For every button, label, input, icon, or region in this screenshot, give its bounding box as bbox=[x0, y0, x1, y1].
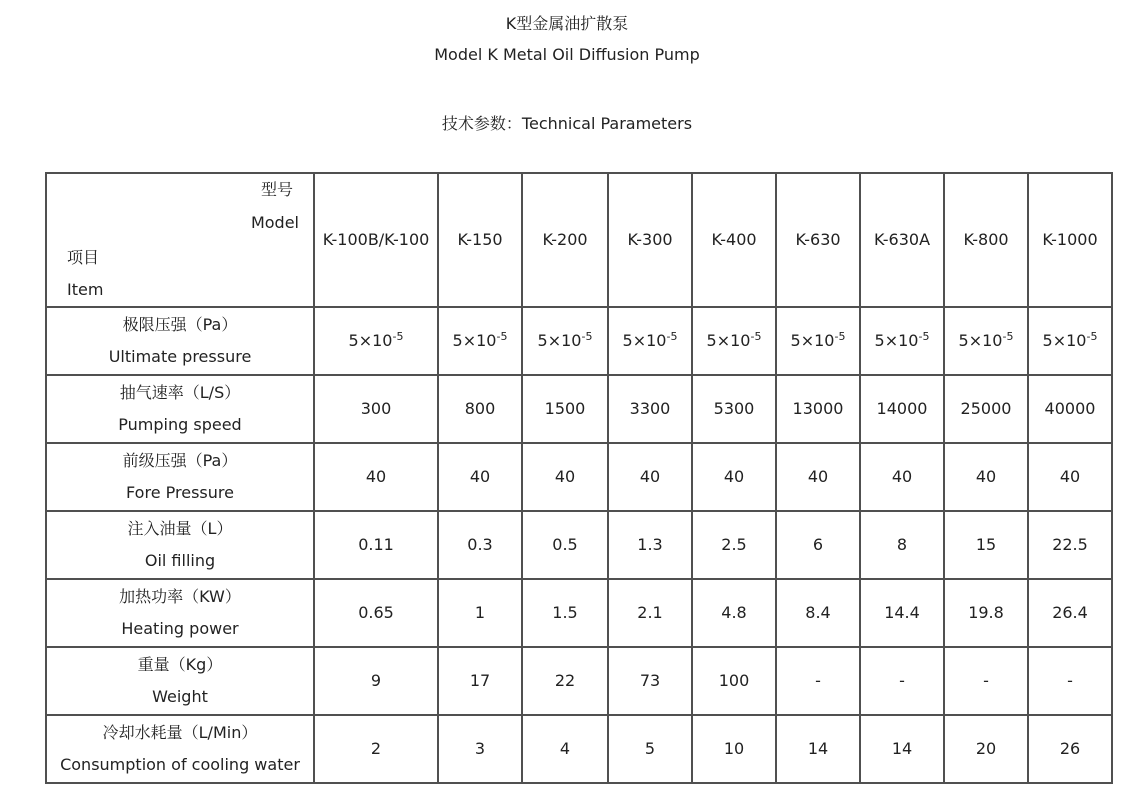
value-exponent: -5 bbox=[496, 330, 508, 343]
value-cell bbox=[692, 307, 776, 375]
table-header-row bbox=[46, 173, 1112, 307]
row-label-cell bbox=[46, 443, 314, 511]
value-cell: 25000 bbox=[944, 375, 1028, 443]
value-cell bbox=[776, 307, 860, 375]
value-cell: 26.4 bbox=[1028, 579, 1112, 647]
row-label-cn: 极限压强（Pa） bbox=[122, 315, 238, 334]
row-label-cell bbox=[46, 307, 314, 375]
value-cell: 1.5 bbox=[522, 579, 608, 647]
value-cell: 0.5 bbox=[522, 511, 608, 579]
value-cell: 14 bbox=[776, 715, 860, 783]
row-label-en: Heating power bbox=[121, 619, 239, 638]
value-cell: 5300 bbox=[692, 375, 776, 443]
row-label-cn: 前级压强（Pa） bbox=[122, 451, 238, 470]
value-cell: 6 bbox=[776, 511, 860, 579]
value-cell: 26 bbox=[1028, 715, 1112, 783]
value-exponent: -5 bbox=[834, 330, 846, 343]
value-cell: 40000 bbox=[1028, 375, 1112, 443]
row-label-cn: 重量（Kg） bbox=[137, 655, 223, 674]
value-cell: 19.8 bbox=[944, 579, 1028, 647]
table-row bbox=[46, 511, 1112, 579]
table-row bbox=[46, 375, 1112, 443]
value-base: 5×10 bbox=[1042, 331, 1087, 350]
model-header-cell: K-630 bbox=[776, 173, 860, 307]
value-cell: 40 bbox=[860, 443, 944, 511]
value-cell: 40 bbox=[944, 443, 1028, 511]
row-label-cn: 加热功率（KW） bbox=[119, 587, 241, 606]
value-base: 5×10 bbox=[452, 331, 497, 350]
page-title-cn: K型金属油扩散泵 bbox=[505, 14, 629, 33]
value-base: 5×10 bbox=[706, 331, 751, 350]
value-cell: 5 bbox=[608, 715, 692, 783]
value-cell bbox=[522, 307, 608, 375]
model-label-cn: 型号 bbox=[260, 180, 293, 199]
value-cell: 10 bbox=[692, 715, 776, 783]
value-exponent: -5 bbox=[392, 330, 404, 343]
row-label-cn: 注入油量（L） bbox=[127, 519, 233, 538]
value-cell bbox=[438, 307, 522, 375]
value-cell: 4.8 bbox=[692, 579, 776, 647]
value-cell bbox=[944, 307, 1028, 375]
value-cell: 22 bbox=[522, 647, 608, 715]
value-base: 5×10 bbox=[537, 331, 582, 350]
model-header-cell: K-300 bbox=[608, 173, 692, 307]
row-label-en: Pumping speed bbox=[118, 415, 242, 434]
value-cell: 0.65 bbox=[314, 579, 438, 647]
value-cell: 14.4 bbox=[860, 579, 944, 647]
value-cell: 22.5 bbox=[1028, 511, 1112, 579]
row-label-en: Weight bbox=[152, 687, 208, 706]
value-cell: 3300 bbox=[608, 375, 692, 443]
value-base: 5×10 bbox=[622, 331, 667, 350]
table-row bbox=[46, 647, 1112, 715]
value-cell: 2.1 bbox=[608, 579, 692, 647]
value-cell: 40 bbox=[314, 443, 438, 511]
value-exponent: -5 bbox=[666, 330, 678, 343]
row-label-cell bbox=[46, 579, 314, 647]
table-row bbox=[46, 307, 1112, 375]
value-cell: 4 bbox=[522, 715, 608, 783]
section-subtitle: 技术参数：Technical Parameters bbox=[441, 114, 693, 133]
value-base: 5×10 bbox=[348, 331, 393, 350]
item-label-cn: 项目 bbox=[67, 248, 100, 267]
value-cell: 14000 bbox=[860, 375, 944, 443]
row-label-en: Ultimate pressure bbox=[108, 347, 252, 366]
value-exponent: -5 bbox=[750, 330, 762, 343]
row-label-en: Consumption of cooling water bbox=[60, 755, 300, 774]
value-cell: 14 bbox=[860, 715, 944, 783]
value-cell: 9 bbox=[314, 647, 438, 715]
table-row bbox=[46, 579, 1112, 647]
value-cell: - bbox=[776, 647, 860, 715]
value-cell: 8 bbox=[860, 511, 944, 579]
model-header-cell: K-400 bbox=[692, 173, 776, 307]
diagonal-header-cell bbox=[46, 173, 314, 307]
row-label-cn: 抽气速率（L/S） bbox=[119, 383, 241, 402]
model-header-cell: K-1000 bbox=[1028, 173, 1112, 307]
value-cell: 1 bbox=[438, 579, 522, 647]
value-cell: 8.4 bbox=[776, 579, 860, 647]
value-exponent: -5 bbox=[1086, 330, 1098, 343]
row-label-cn: 冷却水耗量（L/Min） bbox=[102, 723, 258, 742]
value-cell bbox=[860, 307, 944, 375]
value-cell: 40 bbox=[522, 443, 608, 511]
value-cell: 0.3 bbox=[438, 511, 522, 579]
value-cell: 73 bbox=[608, 647, 692, 715]
value-cell bbox=[314, 307, 438, 375]
value-base: 5×10 bbox=[958, 331, 1003, 350]
value-cell: 40 bbox=[1028, 443, 1112, 511]
model-label-en: Model bbox=[250, 213, 299, 232]
value-cell: 40 bbox=[608, 443, 692, 511]
value-cell: 100 bbox=[692, 647, 776, 715]
value-cell: 13000 bbox=[776, 375, 860, 443]
value-base: 5×10 bbox=[790, 331, 835, 350]
value-cell: 17 bbox=[438, 647, 522, 715]
model-header-cell: K-200 bbox=[522, 173, 608, 307]
model-header-cell: K-630A bbox=[860, 173, 944, 307]
value-cell: 2.5 bbox=[692, 511, 776, 579]
row-label-en: Oil filling bbox=[144, 551, 216, 570]
row-label-cell bbox=[46, 375, 314, 443]
value-base: 5×10 bbox=[874, 331, 919, 350]
table-row bbox=[46, 715, 1112, 783]
row-label-cell bbox=[46, 715, 314, 783]
value-cell: 0.11 bbox=[314, 511, 438, 579]
value-cell: 40 bbox=[776, 443, 860, 511]
value-cell bbox=[608, 307, 692, 375]
value-cell: 2 bbox=[314, 715, 438, 783]
value-cell: - bbox=[944, 647, 1028, 715]
model-header-cell: K-800 bbox=[944, 173, 1028, 307]
model-header-cell: K-100B/K-100 bbox=[314, 173, 438, 307]
value-cell: 3 bbox=[438, 715, 522, 783]
value-cell: 40 bbox=[438, 443, 522, 511]
value-exponent: -5 bbox=[581, 330, 593, 343]
value-cell: 15 bbox=[944, 511, 1028, 579]
value-cell: 1500 bbox=[522, 375, 608, 443]
row-label-cell bbox=[46, 647, 314, 715]
model-header-cell: K-150 bbox=[438, 173, 522, 307]
value-cell: - bbox=[1028, 647, 1112, 715]
value-cell: 20 bbox=[944, 715, 1028, 783]
value-cell: - bbox=[860, 647, 944, 715]
value-cell: 300 bbox=[314, 375, 438, 443]
value-exponent: -5 bbox=[918, 330, 930, 343]
value-exponent: -5 bbox=[1002, 330, 1014, 343]
row-label-cell bbox=[46, 511, 314, 579]
item-label-en: Item bbox=[67, 280, 104, 299]
row-label-en: Fore Pressure bbox=[126, 483, 234, 502]
value-cell: 1.3 bbox=[608, 511, 692, 579]
table-row bbox=[46, 443, 1112, 511]
value-cell bbox=[1028, 307, 1112, 375]
value-cell: 800 bbox=[438, 375, 522, 443]
technical-parameters-table bbox=[45, 172, 1113, 784]
value-cell: 40 bbox=[692, 443, 776, 511]
page-title-en: Model K Metal Oil Diffusion Pump bbox=[434, 45, 700, 64]
